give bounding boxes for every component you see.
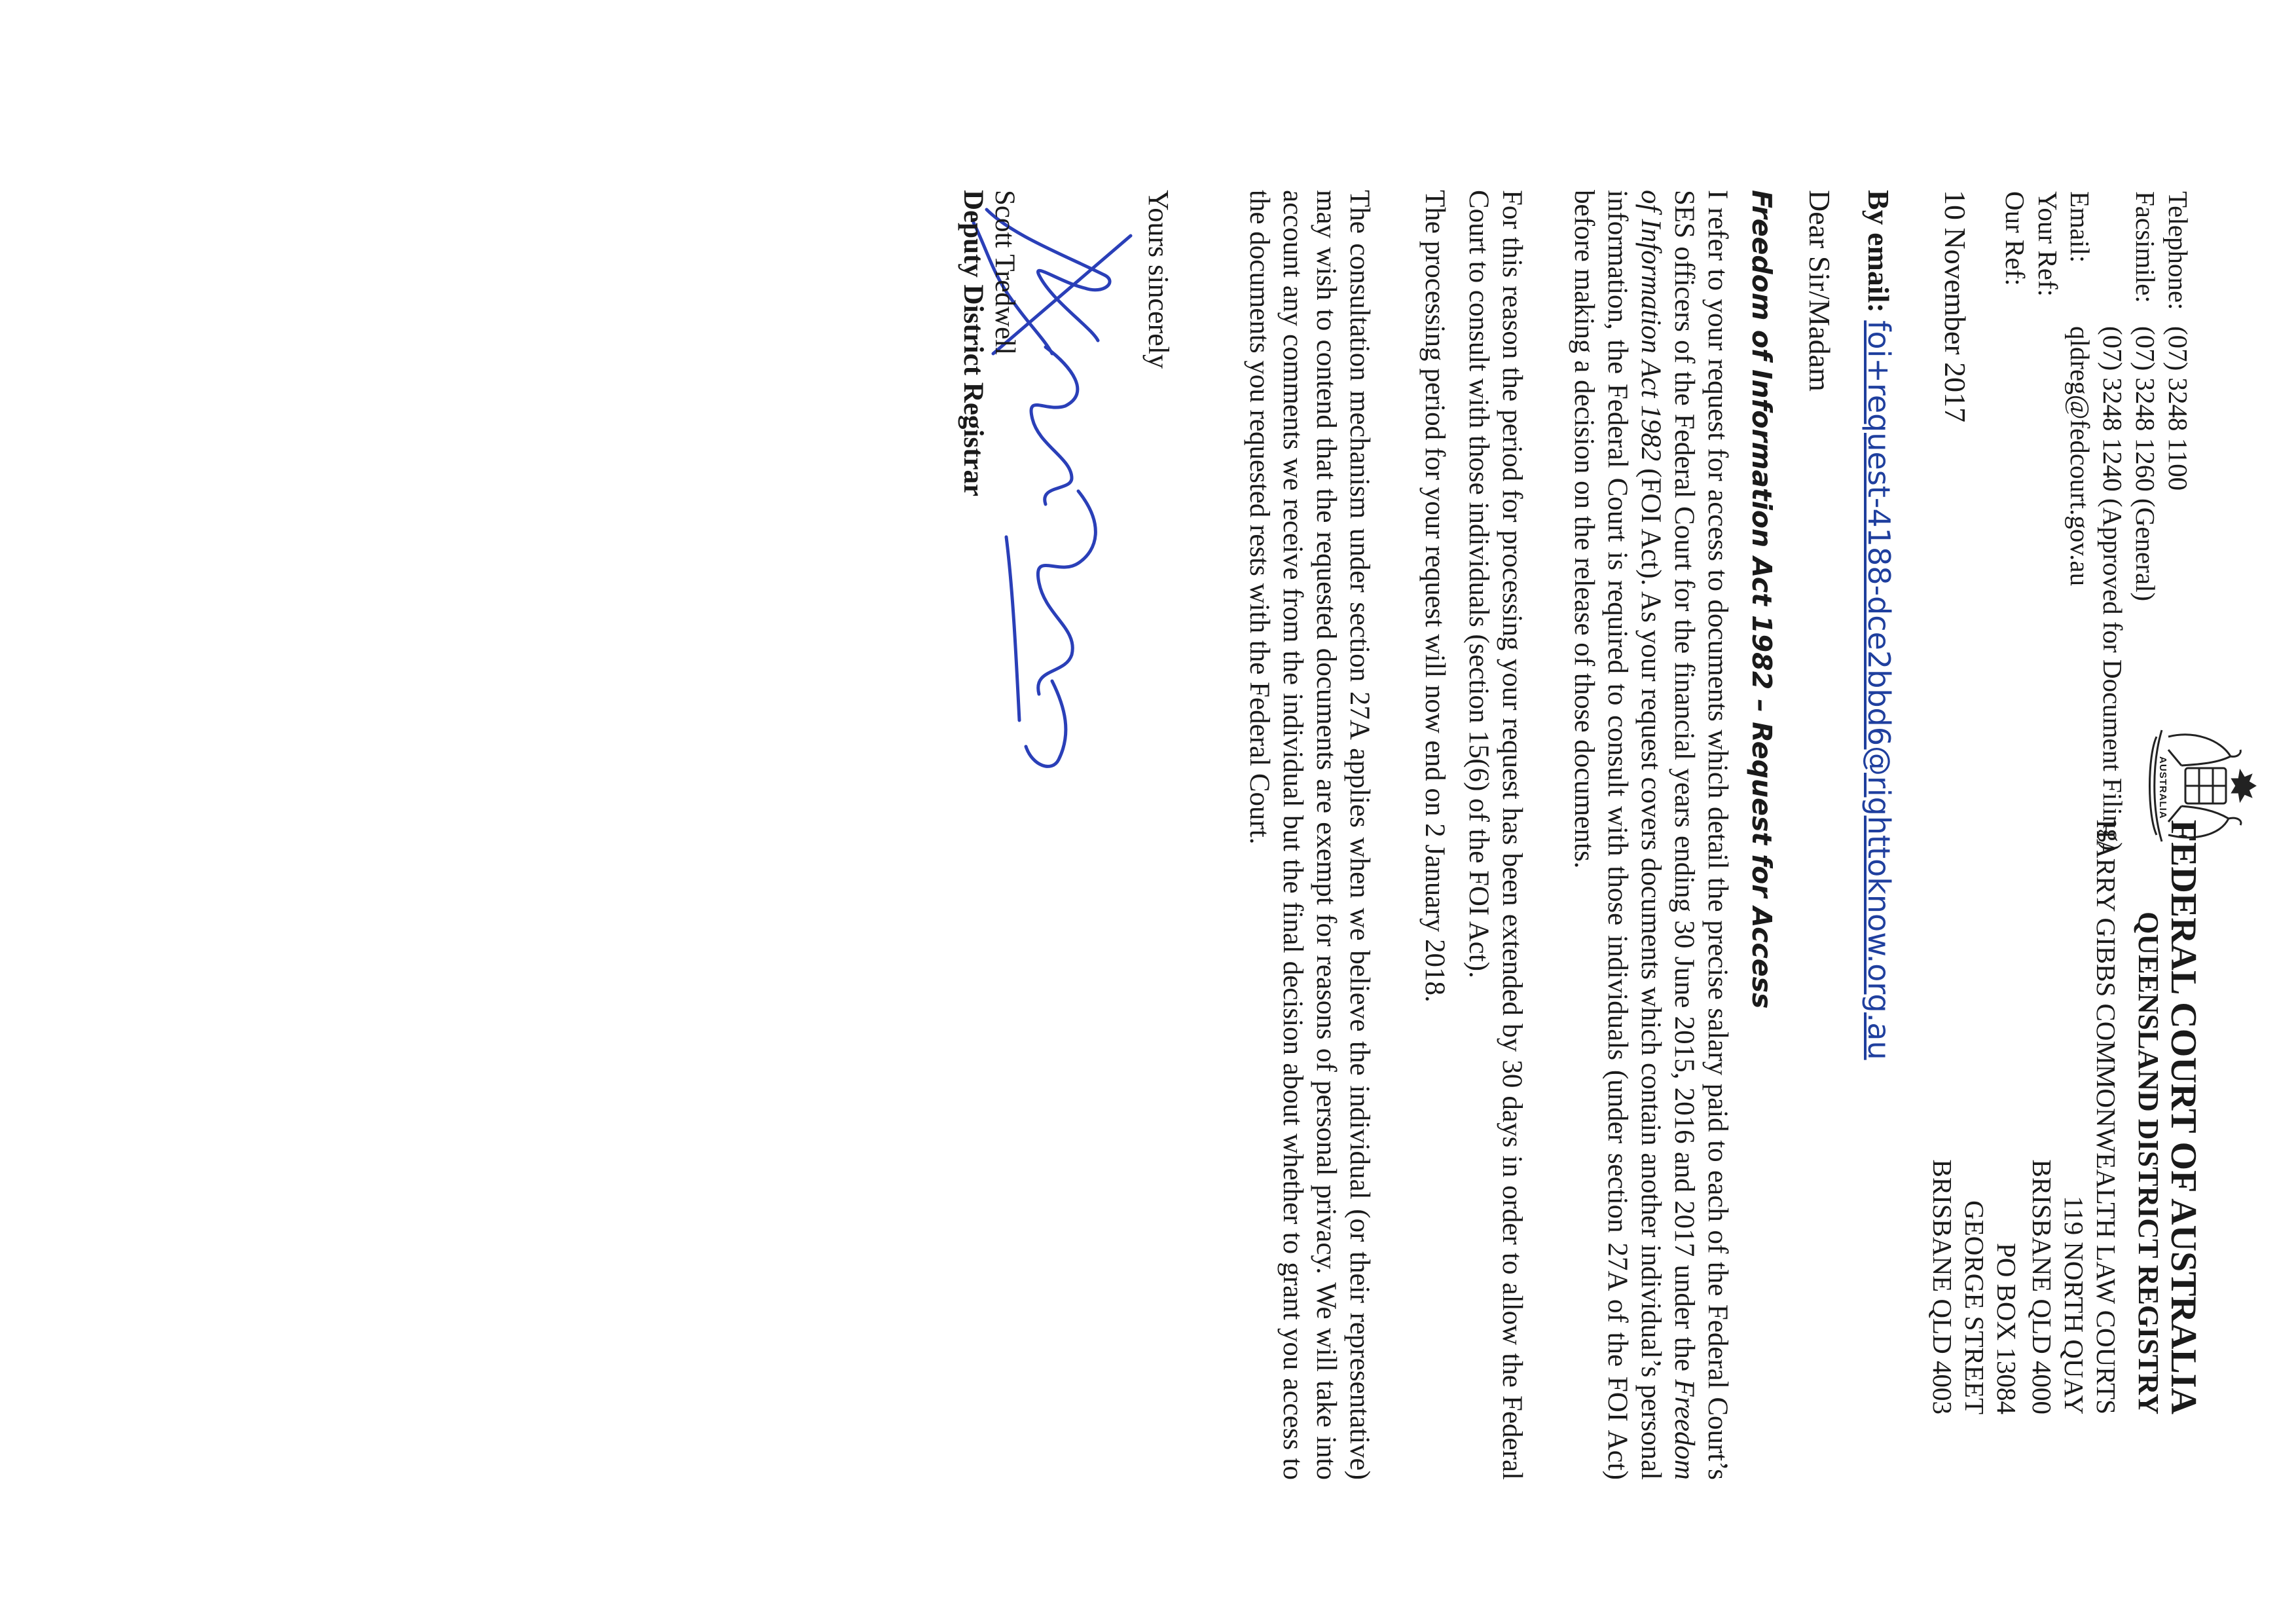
by-email-label: By email: — [1862, 190, 1895, 313]
paragraph-2: For this reason the period for processing your request has been extended by 30 days in order to allow the Federal Court to consult with those individuals (section 15(6) of the FOI Act). — [1463, 190, 1527, 1480]
email-label: Email: — [2065, 191, 2095, 263]
telephone-label: Telephone: — [2163, 191, 2193, 310]
salutation: Dear Sir/Madam — [1803, 190, 1836, 392]
references — [1999, 191, 2064, 297]
postal-line: BRISBANE QLD 4003 — [1927, 1159, 1958, 1414]
facsimile-general: (07) 3248 1260 (General) — [2130, 326, 2160, 602]
by-email-line — [1861, 190, 1897, 1060]
letter-date: 10 November 2017 — [1939, 190, 1972, 423]
our-ref-label: Our Ref: — [2000, 191, 2030, 286]
telephone-number: (07) 3248 1100 — [2163, 326, 2193, 491]
street-address — [2026, 820, 2122, 1415]
address-line: 119 NORTH QUAY — [2059, 1196, 2089, 1414]
address-line: HARRY GIBBS COMMONWEALTH LAW COURTS — [2091, 819, 2121, 1414]
signatory-name: Scott Tredwell — [989, 190, 1020, 356]
address-line: BRISBANE QLD 4000 — [2027, 1159, 2057, 1414]
paragraph-4: The consultation mechanism under section 27A applies when we believe the individual (or their representative) may wish to contend that the requested documents are exempt for reasons of personal privacy. We will take into account any comments we receive from the individual but the final decision about whether to grant you access to the documents you requested rests with the Federal Court. — [1244, 190, 1375, 1480]
crest-banner-text: AUSTRALIA — [2157, 756, 2168, 819]
paragraph-3: The processing period for your request will now end on 2 January 2018. — [1419, 190, 1450, 1003]
facsimile-filing: (07) 3248 1240 (Approved for Document Filing) — [2098, 326, 2128, 851]
contact-labels — [2064, 191, 2195, 310]
paragraph-1-text-a: I refer to your request for access to documents which detail the precise salary paid to each of the Federal Court’s SES officers of the Federal Court for the financial years ending 30 June 2015, 2016 and 2017 under the — [1669, 190, 1733, 1480]
postal-address — [1926, 1159, 2022, 1414]
your-ref-label: Your Ref: — [2033, 191, 2063, 297]
closing: Yours sincerely — [1142, 190, 1175, 369]
recipient-email-link[interactable]: foi+request-4188-dce2bbd6@righttoknow.org.au — [1861, 320, 1897, 1060]
facsimile-label: Facsimile: — [2130, 191, 2160, 303]
paragraph-1 — [1567, 190, 1734, 1480]
registry-name: QUEENSLAND DISTRICT REGISTRY — [2132, 912, 2164, 1414]
paragraph-1-text-b: (FOI Act). As your request covers documents which contain another individual’s personal information, the Federal Court is required to consult with those individuals (under section 27A of the FOI Act) before making a decision on the release of those documents. — [1569, 190, 1666, 1480]
signatory-title: Deputy District Registrar — [958, 190, 989, 497]
act-title: Freedom of Information Act 1982 — [1635, 190, 1700, 1480]
postal-line: PO BOX 13084 — [1992, 1243, 2022, 1414]
contact-values — [2064, 326, 2195, 851]
subject-heading: Freedom of Information Act 1982 – Request for Access — [1746, 190, 1777, 1009]
registry-email: qldreg@fedcourt.gov.au — [2065, 326, 2095, 587]
postal-line: GEORGE STREET — [1959, 1200, 1990, 1414]
court-name: FEDERAL COURT OF AUSTRALIA — [2163, 819, 2204, 1414]
